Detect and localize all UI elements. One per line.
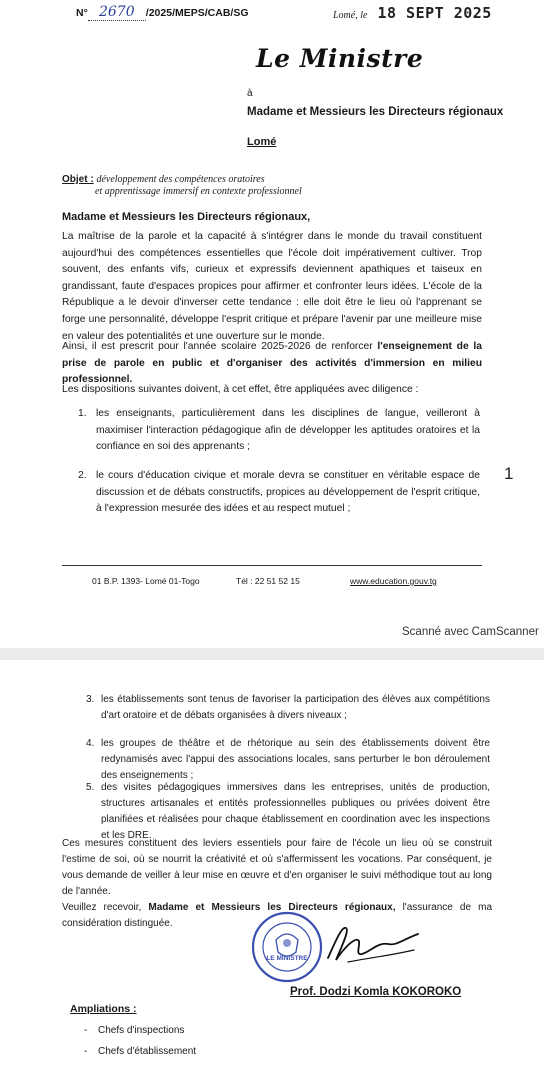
subject-label: Objet :	[62, 174, 94, 185]
list-item-text: des visites pédagogiques immersives dans les entreprises, unités de production, structures artisanales et entités professionnelles publiques ou privées doivent être planifiées et réalisées pour chaque établissement en coordination avec les inspections et les DRE.	[101, 782, 490, 841]
paragraph-dispositions: Les dispositions suivantes doivent, à cet effet, être appliquées avec diligence :	[62, 384, 419, 395]
footer-phone: Tél : 22 51 52 15	[236, 576, 300, 586]
sender-title: Le Ministre	[256, 44, 424, 73]
ampliation-item: - Chefs d'inspections	[84, 1025, 185, 1036]
subject-line	[62, 174, 265, 185]
ref-suffix: /2025/MEPS/CAB/SG	[145, 7, 249, 19]
list-item	[86, 780, 490, 844]
date-prefix: Lomé, le	[333, 10, 368, 21]
prescription-text: Ainsi, il est prescrit pour l'année scolaire 2025-2026 de renforcer	[62, 341, 378, 352]
footer-website-link[interactable]: www.education.gouv.tg	[350, 576, 437, 586]
ref-prefix: N°	[76, 7, 88, 19]
footer-address: 01 B.P. 1393- Lomé 01-Togo	[92, 576, 200, 586]
ampliations-label: Ampliations :	[70, 1003, 137, 1015]
reference-number	[76, 4, 249, 21]
page-gap	[0, 648, 544, 660]
list-item	[86, 736, 490, 784]
list-item-number: 1.	[78, 408, 87, 419]
footer-separator	[62, 565, 482, 566]
date-line	[333, 4, 492, 22]
list-item-text: les enseignants, particulièrement dans les disciplines de langue, veilleront à maximiser l'interaction pédagogique afin de développer les aptitudes oratoires et la confiance en soi des apprenants ;	[96, 408, 480, 453]
official-seal-icon	[250, 910, 324, 984]
ampliation-item: - Chefs d'établissement	[84, 1046, 197, 1057]
list-item-number: 5.	[86, 782, 95, 793]
list-item-text: les groupes de théâtre et de rhétorique au sein des établissements doivent être redynamisés avec l'appui des associations locales, sans perturber le bon déroulement des enseignements ;	[101, 738, 490, 781]
ampliation-item-text: Chefs d'établissement	[98, 1046, 197, 1057]
signature-icon	[318, 920, 428, 970]
list-item	[86, 692, 490, 724]
date-stamp: 18 SEPT 2025	[377, 4, 492, 22]
ampliation-item-text: Chefs d'inspections	[98, 1025, 185, 1036]
prescription-bold: l'enseignement de la prise de parole en public et d'organiser des activités d'immersion en milieu professionnel.	[62, 341, 482, 386]
closing-bold: Madame et Messieurs les Directeurs régionaux,	[148, 902, 396, 913]
list-item	[78, 468, 480, 518]
paragraph-intro: La maîtrise de la parole et la capacité à s'intégrer dans le monde du travail constituent aujourd'hui des compétences essentielles que l'école doit impérativement cultiver. Trop souvent, des enfants vifs, curieux et expressifs deviennent apathiques et taiseux en grandissant, faute d'espaces propices pour affirmer et confronter leurs idées. L'école de la République a le devoir d'inverser cette tendance : elle doit être le lieu où l'apprenant se forge une personnalité, développe l'esprit critique et prépare l'avenir par une meilleure mise en valeur des potentialités et une ouverture sur le monde.	[62, 231, 482, 342]
list-item	[78, 406, 480, 456]
list-item-text: les établissements sont tenus de favoriser la participation des élèves aux compétitions d'art oratoire et de débats organisées à divers niveaux ;	[101, 694, 490, 721]
scanner-watermark: Scanné avec CamScanner	[402, 626, 539, 638]
recipient-city: Lomé	[247, 136, 277, 148]
recipient-preposition: à	[247, 88, 253, 99]
ref-handwritten-number: 2670	[88, 4, 146, 21]
salutation: Madame et Messieurs les Directeurs régionaux,	[62, 211, 311, 223]
closing-text-end: l'assurance de ma considération distinguée.	[62, 902, 493, 929]
closing-text-start: Veuillez recevoir,	[62, 902, 149, 913]
paragraph-measures: Ces mesures constituent des leviers essentiels pour faire de l'école un lieu où se construit l'estime de soi, où se nourrit la créativité et où s'affermissent les vocations. Par conséquent, je vous demande de veiller à leur mise en œuvre et d'en organiser le suivi méthodique tout au long de l'année.	[62, 838, 492, 897]
list-item-text: le cours d'éducation civique et morale devra se constituer en véritable espace de discussion et de débats constructifs, propices au développement de l'esprit critique, à l'expression mesurée des idées et au respect mutuel ;	[96, 470, 480, 515]
page-number: 1	[504, 464, 514, 483]
list-item-number: 3.	[86, 694, 95, 705]
recipient-addressee: Madame et Messieurs les Directeurs régionaux	[247, 106, 504, 118]
seal-label: LE MINISTRE	[266, 955, 308, 962]
list-item-number: 2.	[78, 470, 87, 481]
subject-text-1: développement des compétences oratoires	[96, 174, 265, 185]
list-item-number: 4.	[86, 738, 95, 749]
subject-text-2: et apprentissage immersif en contexte professionnel	[95, 186, 302, 197]
signatory-name: Prof. Dodzi Komla KOKOROKO	[290, 986, 462, 998]
